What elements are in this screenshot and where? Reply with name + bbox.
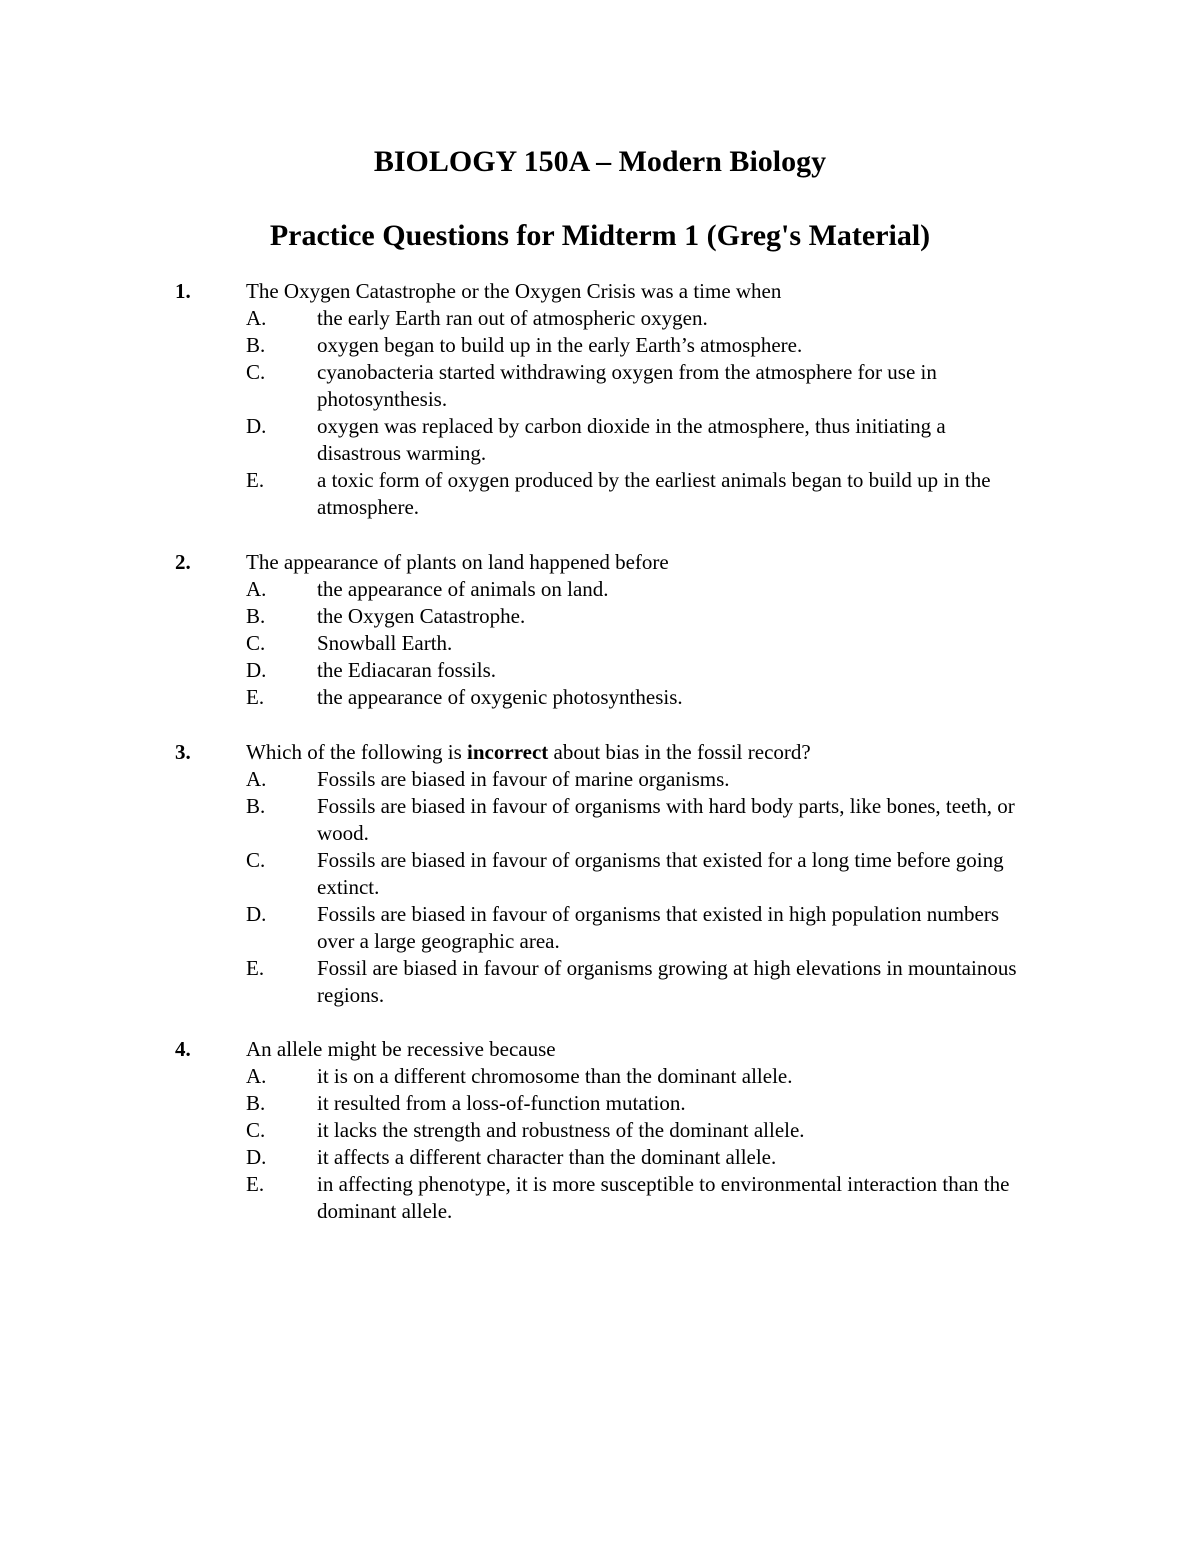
option-text: Snowball Earth. bbox=[317, 631, 453, 655]
option-text: the Oxygen Catastrophe. bbox=[317, 604, 526, 628]
option-letter: B. bbox=[246, 333, 266, 357]
answer-option-e bbox=[246, 684, 1027, 711]
option-letter: C. bbox=[246, 1118, 266, 1142]
option-text: it lacks the strength and robustness of the dominant allele. bbox=[317, 1118, 805, 1142]
option-text: cyanobacteria started withdrawing oxygen from the atmosphere for use in photosynthesis. bbox=[317, 360, 937, 411]
answer-option-d bbox=[246, 657, 1027, 684]
question-stem: The appearance of plants on land happened before bbox=[246, 550, 669, 574]
option-letter: C. bbox=[246, 360, 266, 384]
answer-option-e bbox=[246, 955, 1027, 1009]
option-letter: C. bbox=[246, 631, 266, 655]
answer-option-a bbox=[246, 305, 1027, 332]
option-letter: D. bbox=[246, 902, 267, 926]
answer-option-d bbox=[246, 413, 1027, 467]
option-text: it affects a different character than the dominant allele. bbox=[317, 1145, 777, 1169]
option-letter: A. bbox=[246, 306, 267, 330]
answer-option-b bbox=[246, 332, 1027, 359]
question-stem-start: Which of the following is bbox=[246, 740, 468, 764]
option-text: oxygen began to build up in the early Earth’s atmosphere. bbox=[317, 333, 803, 357]
option-text: in affecting phenotype, it is more susceptible to environmental interaction than the dominant allele. bbox=[317, 1172, 1010, 1223]
option-letter: E. bbox=[246, 685, 265, 709]
answer-option-d bbox=[246, 901, 1027, 955]
option-text: oxygen was replaced by carbon dioxide in the atmosphere, thus initiating a disastrous warming. bbox=[317, 414, 946, 465]
option-letter: C. bbox=[246, 848, 266, 872]
question-stem bbox=[246, 739, 811, 766]
page-title: BIOLOGY 150A – Modern Biology bbox=[373, 145, 827, 178]
option-text: the appearance of oxygenic photosynthesis. bbox=[317, 685, 683, 709]
option-text: Fossils are biased in favour of marine organisms. bbox=[317, 767, 730, 791]
question-number: 2. bbox=[175, 550, 191, 574]
answer-option-a bbox=[246, 766, 1027, 793]
option-letter: A. bbox=[246, 767, 267, 791]
option-letter: E. bbox=[246, 1172, 265, 1196]
option-letter: B. bbox=[246, 794, 266, 818]
question-number: 4. bbox=[175, 1037, 191, 1061]
option-letter: A. bbox=[246, 577, 267, 601]
answer-option-d bbox=[246, 1144, 1027, 1171]
answer-option-a bbox=[246, 1063, 1027, 1090]
option-text: Fossils are biased in favour of organisms that existed in high population numbers over a large geographic area. bbox=[317, 902, 1000, 953]
answer-options bbox=[246, 576, 1046, 711]
question-number: 1. bbox=[175, 279, 191, 303]
option-text: it resulted from a loss-of-function mutation. bbox=[317, 1091, 686, 1115]
answer-options bbox=[246, 1063, 1046, 1225]
option-letter: E. bbox=[246, 956, 265, 980]
answer-option-c bbox=[246, 630, 1027, 657]
option-text: it is on a different chromosome than the dominant allele. bbox=[317, 1064, 793, 1088]
option-letter: B. bbox=[246, 604, 266, 628]
answer-options bbox=[246, 305, 1046, 521]
question-stem-emphasis: incorrect bbox=[467, 740, 549, 764]
question-stem-end: about bias in the fossil record? bbox=[548, 740, 811, 764]
option-text: the early Earth ran out of atmospheric oxygen. bbox=[317, 306, 708, 330]
option-letter: D. bbox=[246, 414, 267, 438]
option-letter: D. bbox=[246, 658, 267, 682]
answer-options bbox=[246, 766, 1046, 1009]
question-stem: An allele might be recessive because bbox=[246, 1037, 556, 1061]
option-text: the Ediacaran fossils. bbox=[317, 658, 497, 682]
option-letter: E. bbox=[246, 468, 265, 492]
answer-option-b bbox=[246, 1090, 1027, 1117]
answer-option-b bbox=[246, 603, 1027, 630]
option-text: the appearance of animals on land. bbox=[317, 577, 609, 601]
question-number: 3. bbox=[175, 740, 191, 764]
answer-option-e bbox=[246, 1171, 1027, 1225]
option-letter: B. bbox=[246, 1091, 266, 1115]
option-text: a toxic form of oxygen produced by the earliest animals began to build up in the atmosphere. bbox=[317, 468, 991, 519]
answer-option-c bbox=[246, 1117, 1027, 1144]
answer-option-c bbox=[246, 359, 1027, 413]
answer-option-b bbox=[246, 793, 1027, 847]
answer-option-a bbox=[246, 576, 1027, 603]
answer-option-c bbox=[246, 847, 1027, 901]
option-letter: A. bbox=[246, 1064, 267, 1088]
page-subtitle: Practice Questions for Midterm 1 (Greg's Material) bbox=[269, 219, 931, 252]
option-text: Fossils are biased in favour of organisms that existed for a long time before going extinct. bbox=[317, 848, 1004, 899]
question-stem: The Oxygen Catastrophe or the Oxygen Crisis was a time when bbox=[246, 279, 782, 303]
option-text: Fossil are biased in favour of organisms growing at high elevations in mountainous regions. bbox=[317, 956, 1017, 1007]
option-text: Fossils are biased in favour of organisms with hard body parts, like bones, teeth, or wood. bbox=[317, 794, 1015, 845]
answer-option-e bbox=[246, 467, 1027, 521]
option-letter: D. bbox=[246, 1145, 267, 1169]
